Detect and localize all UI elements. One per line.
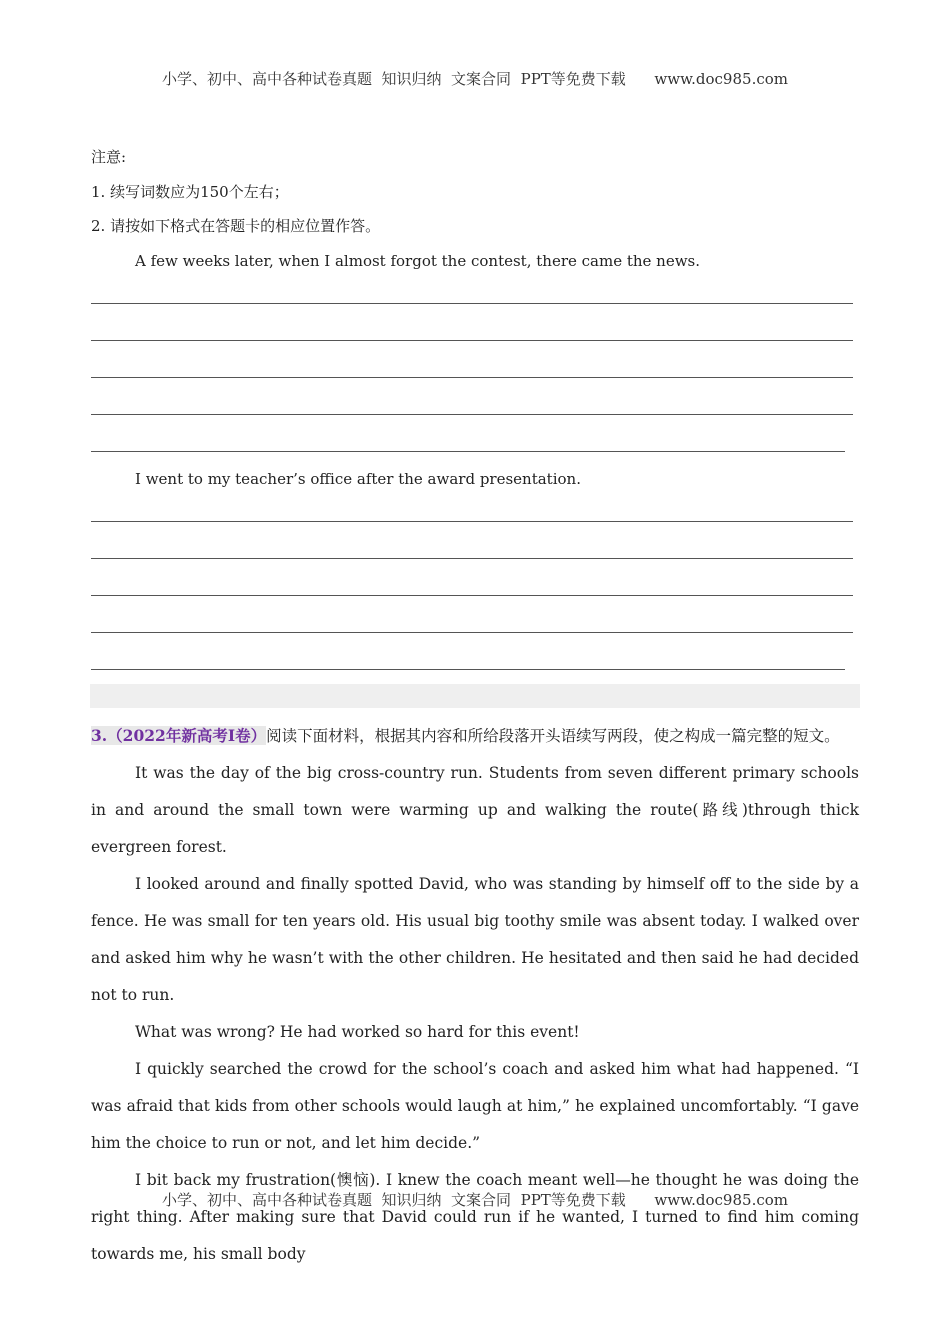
paragraph-2-opening: I went to my teacher’s office after the award presentation. <box>135 470 581 488</box>
note-item-1: 1. 续写词数应为150个左右； <box>91 183 289 201</box>
answer-line <box>91 595 853 596</box>
note-item-2: 2. 请按如下格式在答题卡的相应位置作答。 <box>91 217 381 235</box>
passage-paragraph: I looked around and finally spotted David, who was standing by himself off to the side by a fence. He was small for ten years old. His usual big toothy smile was absent today. I walked over and asked him why he wasn’t with the other children. He hesitated and then said he had decided not to run. <box>91 875 859 1004</box>
answer-line <box>91 414 853 415</box>
passage-paragraph: I bit back my frustration(懊恼). I knew the coach meant well—he thought he was doing the right thing. After making sure that David could run if he wanted, I turned to find him coming towards me, his small body <box>91 1171 859 1263</box>
answer-line <box>91 669 845 670</box>
answer-line <box>91 521 853 522</box>
answer-line <box>91 558 853 559</box>
answer-line <box>91 340 853 341</box>
page-header: 小学、初中、高中各种试卷真题 知识归纳 文案合同 PPT等免费下载 www.doc985.com <box>161 70 788 88</box>
paragraph-1-opening: A few weeks later, when I almost forgot the contest, there came the news. <box>135 252 701 270</box>
question-3-label: 3.（2022年新高考I卷） <box>91 726 267 745</box>
section-divider-band <box>90 684 860 708</box>
answer-line <box>91 377 853 378</box>
question-3-instruction: 阅读下面材料，根据其内容和所给段落开头语续写两段，使之构成一篇完整的短文。 <box>266 727 840 745</box>
answer-line <box>91 303 853 304</box>
answer-line <box>91 632 853 633</box>
answer-line <box>91 451 845 452</box>
passage-paragraph: What was wrong? He had worked so hard for this event! <box>135 1023 580 1041</box>
question-3-heading <box>91 717 859 755</box>
notes-title: 注意: <box>91 148 127 166</box>
passage-paragraph: It was the day of the big cross-country run. Students from seven different primary schools in and around the small town were warming up and walking the route(路线)through thick evergreen forest. <box>91 764 859 856</box>
page-footer: 小学、初中、高中各种试卷真题 知识归纳 文案合同 PPT等免费下载 www.doc985.com <box>161 1191 788 1209</box>
passage-paragraph: I quickly searched the crowd for the school’s coach and asked him what had happened. “I was afraid that kids from other schools would laugh at him,” he explained uncomfortably. “I gave him the choice to run or not, and let him decide.” <box>91 1060 859 1152</box>
